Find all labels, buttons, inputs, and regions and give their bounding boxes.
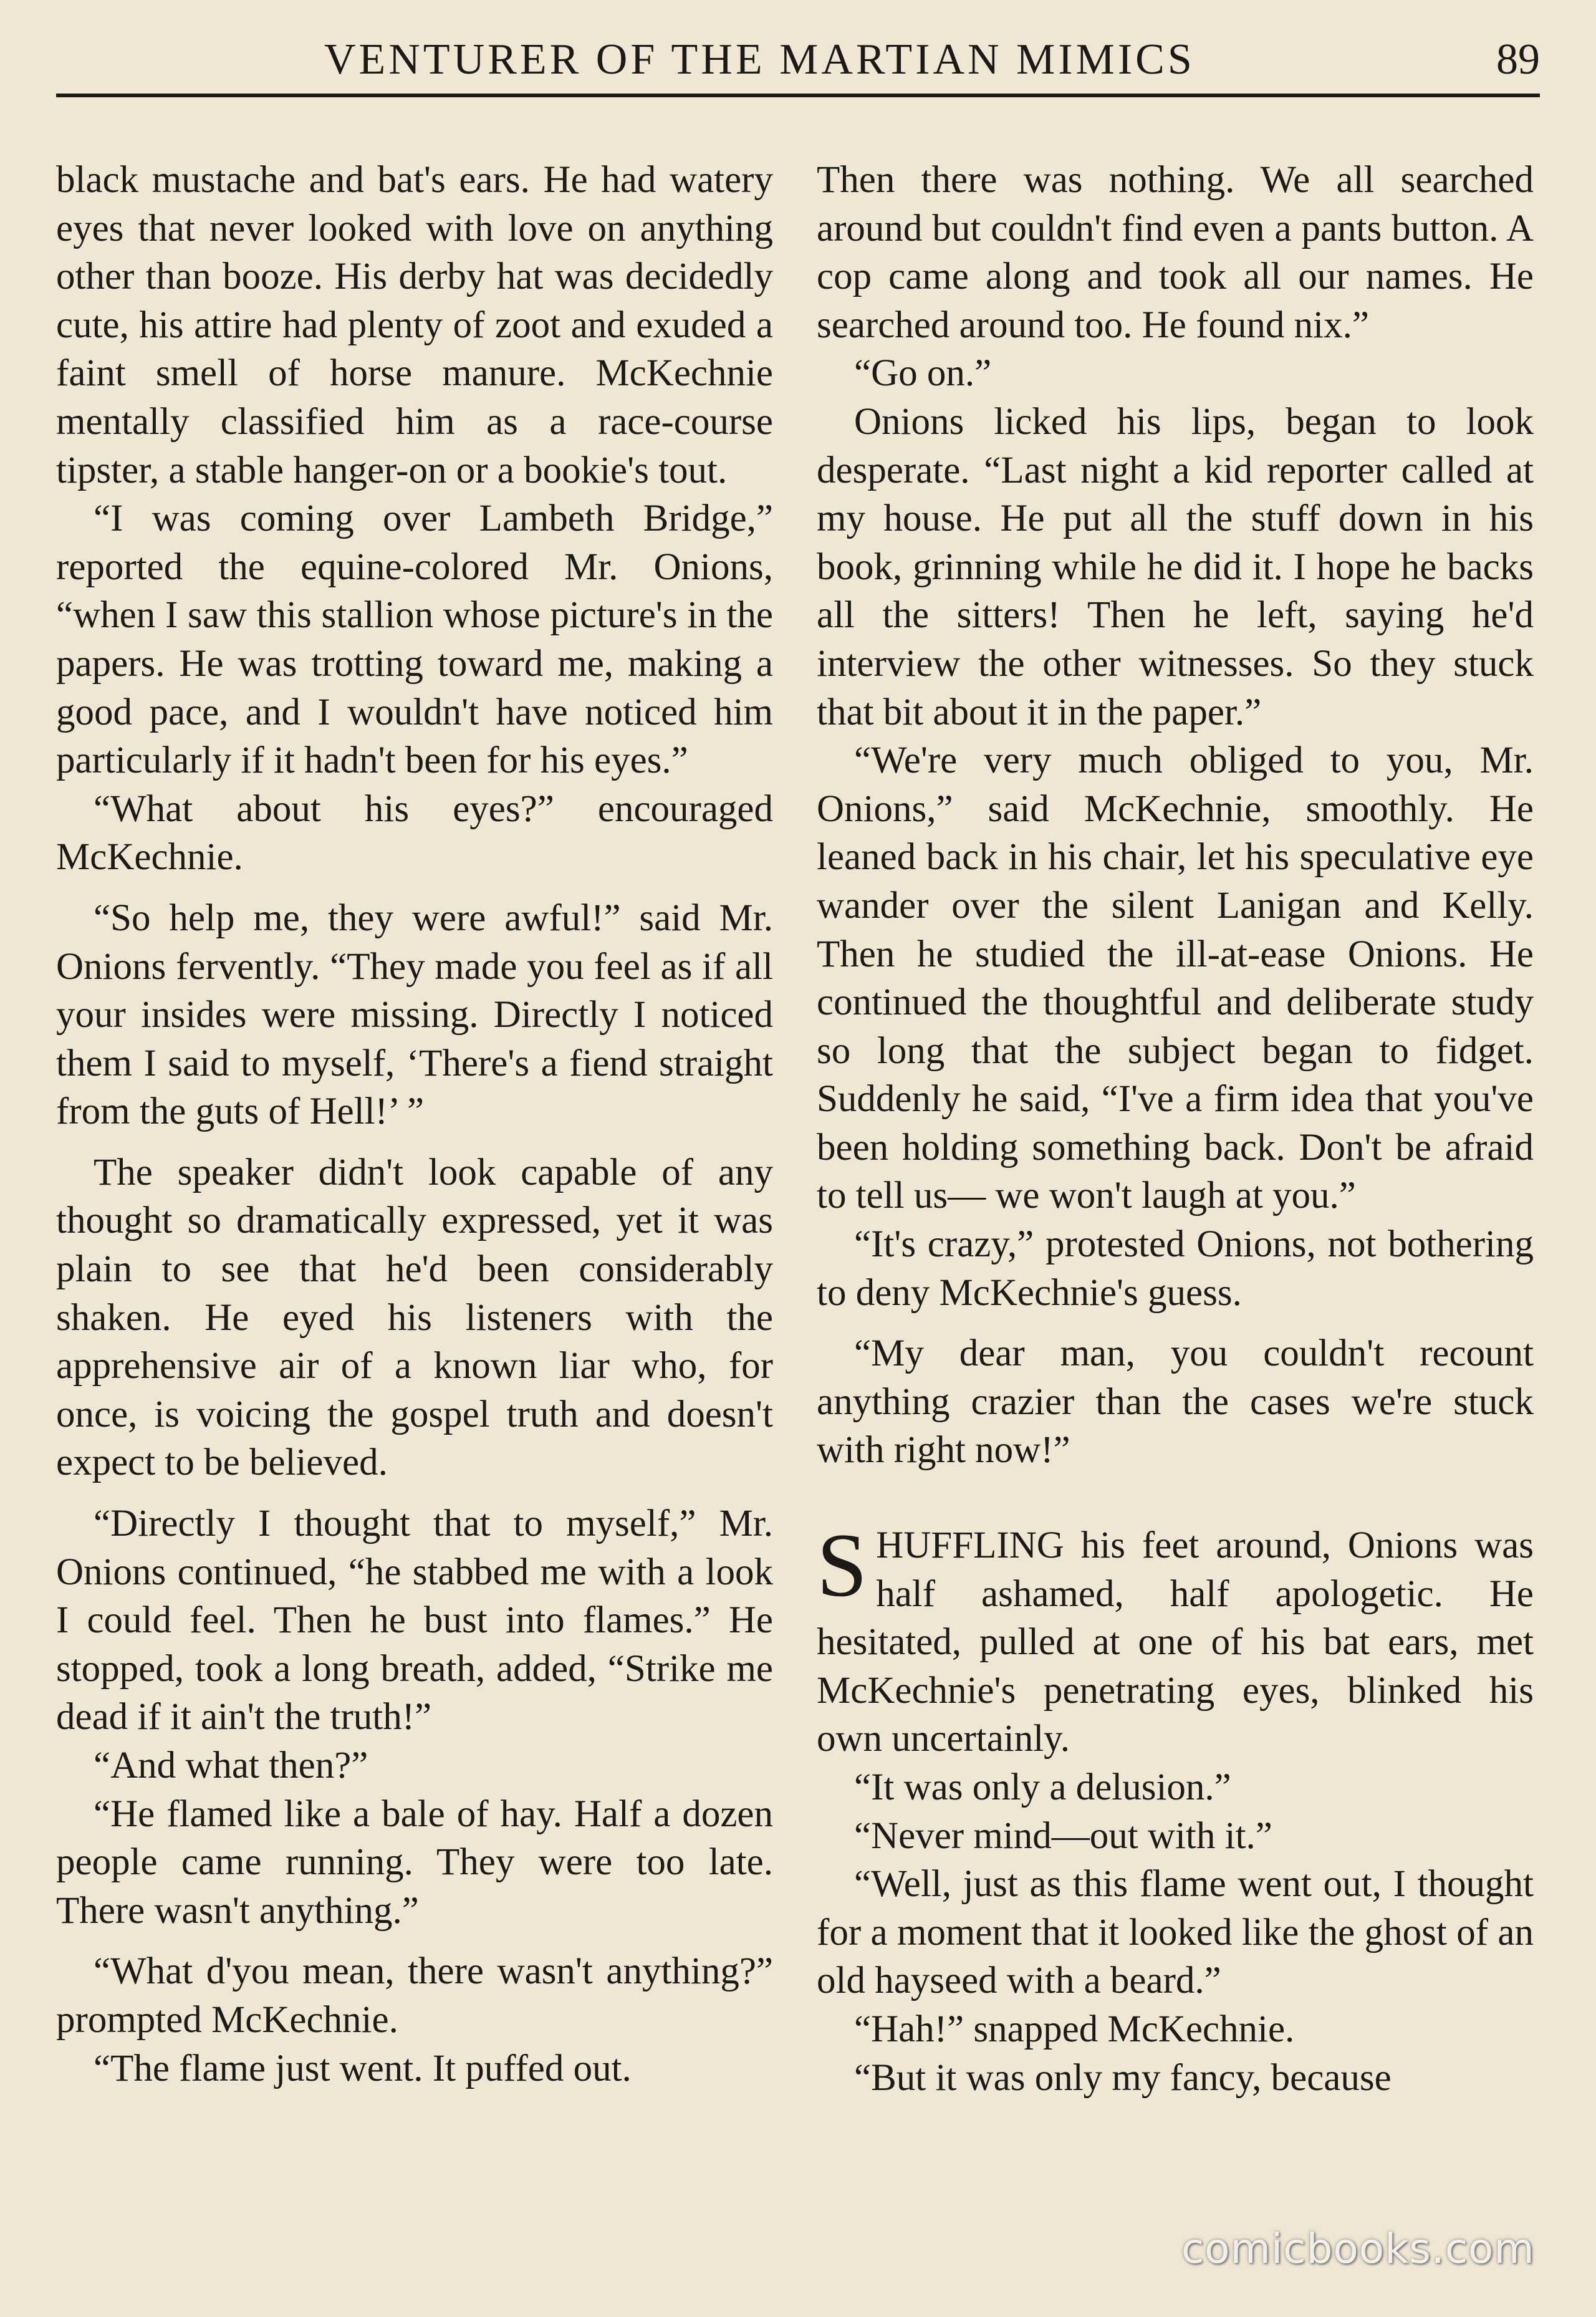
paragraph: “Directly I thought that to myself,” Mr. Onions continued, “he stabbed me with a look I could feel. Then he bust into flames.” He stopped, took a long breath, added, “Strike me dead if it ain't the truth!” bbox=[56, 1503, 773, 1738]
header-rule bbox=[56, 94, 1540, 97]
paragraph: “It's crazy,” protested Onions, not bothering to deny McKechnie's guess. bbox=[817, 1223, 1534, 1314]
page-header bbox=[56, 30, 1540, 97]
paragraph: “Hah!” snapped McKechnie. bbox=[854, 2008, 1295, 2050]
right-column bbox=[817, 156, 1534, 2102]
paragraph: “It was only a delusion.” bbox=[854, 1766, 1231, 1808]
paragraph: “What d'you mean, there wasn't anything?” prompted McKechnie. bbox=[56, 1950, 773, 2041]
paragraph: “He flamed like a bale of hay. Half a dozen people came running. They were too late. There wasn't anything.” bbox=[56, 1793, 773, 1932]
paragraph: “We're very much obliged to you, Mr. Onions,” said McKechnie, smoothly. He leaned back in his chair, let his speculative eye wander over the silent Lanigan and Kelly. Then he studied the ill-at-ease Onions. He continued the thoughtful and deliberate study so long that the subject began to fidget. Suddenly he said, “I've a firm idea that you've been holding something back. Don't be afraid to tell us— we won't laugh at you.” bbox=[817, 739, 1534, 1217]
running-title: VENTURER OF THE MARTIAN MIMICS bbox=[324, 36, 1195, 84]
paragraph: “The flame just went. It puffed out. bbox=[94, 2047, 632, 2089]
paragraph: “Go on.” bbox=[854, 352, 992, 395]
paragraph: “But it was only my fancy, because bbox=[854, 2056, 1392, 2099]
paragraph: “Never mind—out with it.” bbox=[854, 1814, 1272, 1857]
page-number: 89 bbox=[1496, 36, 1540, 84]
paragraph: “My dear man, you couldn't recount anything crazier than the cases we're stuck with right now!” bbox=[817, 1332, 1534, 1472]
paragraph: The speaker didn't look capable of any thought so dramatically expressed, yet it was plain to see that he'd been considerably shaken. He eyed his listeners with the apprehensive air of a known liar who, for once, is voicing the gospel truth and doesn't expect to be believed. bbox=[56, 1151, 773, 1484]
section-opening-text: HUFFLING his feet around, Onions was half ashamed, half apologetic. He hesitated, pulled at one of his bat ears, met McKechnie's penetrating eyes, blinked his own uncertainly. bbox=[817, 1525, 1534, 1760]
paragraph: “I was coming over Lambeth Bridge,” reported the equine-colored Mr. Onions, “when I saw this stallion whose picture's in the papers. He was trotting toward me, making a good pace, and I wouldn't have noticed him particularly if it hadn't been for his eyes.” bbox=[56, 498, 773, 782]
watermark: comicbooks.com bbox=[1181, 2225, 1535, 2273]
paragraph: “Well, just as this flame went out, I thought for a moment that it looked like the ghost of an old hayseed with a beard.” bbox=[817, 1863, 1534, 2002]
paragraph: “And what then?” bbox=[94, 1745, 368, 1786]
paragraph: Then there was nothing. We all searched around but couldn't find even a pants button. A cop came along and took all our names. He searched around too. He found nix.” bbox=[817, 159, 1534, 346]
section-opening-paragraph bbox=[817, 1515, 1534, 1763]
drop-cap: S bbox=[817, 1515, 868, 1616]
paragraph: “So help me, they were awful!” said Mr. Onions fervently. “They made you feel as if all your insides were missing. Directly I noticed them I said to myself, ‘There's a fiend straight from the guts of Hell!’ ” bbox=[56, 897, 773, 1133]
left-column bbox=[56, 156, 773, 2093]
paragraph: black mustache and bat's ears. He had watery eyes that never looked with love on anything other than booze. His derby hat was decidedly cute, his attire had plenty of zoot and exuded a faint smell of horse manure. McKechnie mentally classified him as a race-course tipster, a stable hanger-on or a bookie's tout. bbox=[56, 159, 773, 491]
paragraph: “What about his eyes?” encouraged McKechnie. bbox=[56, 788, 773, 879]
paragraph: Onions licked his lips, began to look desperate. “Last night a kid reporter called at my house. He put all the stuff down in his book, grinning while he did it. I hope he backs all the sitters! Then he left, saying he'd interview the other witnesses. So they stuck that bit about it in the paper.” bbox=[817, 400, 1534, 733]
